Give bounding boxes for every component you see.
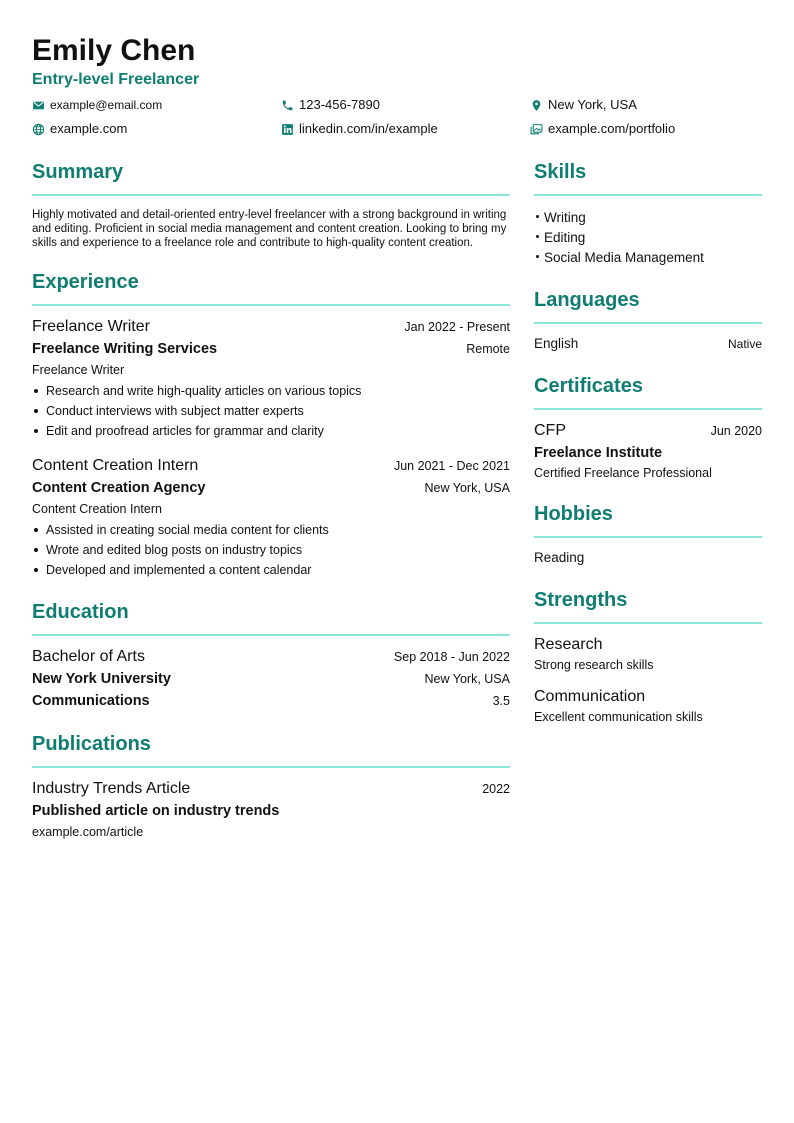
- contact-linkedin[interactable]: [281, 120, 530, 138]
- contact-portfolio[interactable]: [530, 120, 762, 138]
- language-entry: [534, 334, 762, 354]
- list-item: [534, 248, 762, 268]
- strengths-section: [534, 588, 762, 726]
- contact-location-text: New York, USA: [548, 97, 637, 112]
- bullet-dot: [34, 528, 38, 532]
- experience-position: Freelance Writer: [32, 318, 150, 335]
- education-heading: Education: [32, 600, 510, 636]
- candidate-name: Emily Chen: [32, 34, 196, 67]
- language-name: English: [534, 336, 579, 351]
- bullet-dot: [34, 429, 38, 433]
- education-field: Communications: [32, 693, 150, 709]
- experience-bullets: [32, 520, 510, 580]
- contact-phone[interactable]: [281, 96, 530, 114]
- contact-website[interactable]: [32, 120, 281, 138]
- experience-location: New York, USA: [424, 481, 510, 495]
- experience-entry: [32, 316, 510, 441]
- experience-position: Content Creation Intern: [32, 457, 199, 474]
- list-item: [534, 208, 762, 228]
- contact-website-text: example.com: [50, 121, 128, 136]
- resume-body: [32, 160, 762, 861]
- education-gpa: 3.5: [492, 694, 510, 708]
- education-entry: [32, 646, 510, 712]
- list-item: [32, 540, 510, 560]
- education-location: New York, USA: [424, 672, 510, 686]
- strength-name: Research: [534, 636, 603, 653]
- experience-dates: Jan 2022 - Present: [404, 320, 510, 334]
- publication-url[interactable]: example.com/article: [32, 825, 144, 839]
- language-level: Native: [727, 337, 762, 351]
- education-section: [32, 600, 510, 712]
- skill-name: Editing: [544, 230, 586, 245]
- globe-icon: [32, 123, 45, 136]
- hobby-item: Reading: [534, 550, 585, 565]
- list-item: [32, 381, 510, 401]
- bullet-dot: [536, 215, 539, 218]
- hobbies-section: [534, 502, 762, 568]
- certificate-description: Certified Freelance Professional: [534, 466, 712, 480]
- publication-entry: [32, 778, 510, 841]
- bullet-text: Research and write high-quality articles on various topics: [46, 384, 362, 398]
- strength-entry: [534, 686, 762, 726]
- skills-heading: Skills: [534, 160, 762, 196]
- skills-list: [534, 208, 762, 268]
- candidate-headline: Entry-level Freelancer: [32, 71, 200, 88]
- languages-section: [534, 288, 762, 354]
- summary-text: Highly motivated and detail-oriented entry-level freelancer with a strong background in writing and editing. Proficient in social media management and content creation. Looking to bring my skills and experience to a freelance role and contribute to high-quality content creation.: [32, 209, 507, 249]
- experience-entry: [32, 455, 510, 580]
- education-degree: Bachelor of Arts: [32, 648, 145, 665]
- summary-section: [32, 160, 510, 250]
- contact-location: [530, 96, 762, 114]
- publications-heading: Publications: [32, 732, 510, 768]
- education-dates: Sep 2018 - Jun 2022: [393, 650, 510, 664]
- contact-email-text: example@email.com: [50, 98, 163, 112]
- location-pin-icon: [530, 99, 543, 112]
- experience-role: Freelance Writer: [32, 363, 125, 377]
- publications-section: [32, 732, 510, 841]
- bullet-dot: [34, 548, 38, 552]
- bullet-text: Conduct interviews with subject matter experts: [46, 404, 304, 418]
- list-item: [32, 560, 510, 580]
- bullet-dot: [34, 568, 38, 572]
- certificate-entry: [534, 420, 762, 482]
- experience-bullets: [32, 381, 510, 441]
- skill-name: Social Media Management: [544, 250, 704, 265]
- experience-dates: Jun 2021 - Dec 2021: [393, 459, 510, 473]
- main-column: [32, 160, 510, 861]
- bullet-text: Wrote and edited blog posts on industry topics: [46, 543, 303, 557]
- skills-section: [534, 160, 762, 268]
- list-item: [32, 421, 510, 441]
- publication-name: Industry Trends Article: [32, 780, 191, 797]
- experience-heading: Experience: [32, 270, 510, 306]
- list-item: [32, 401, 510, 421]
- publication-year: 2022: [482, 782, 510, 796]
- publication-description: Published article on industry trends: [32, 803, 280, 819]
- experience-role: Content Creation Intern: [32, 502, 162, 516]
- bullet-text: Edit and proofread articles for grammar and clarity: [46, 424, 324, 438]
- summary-heading: Summary: [32, 160, 510, 196]
- linkedin-icon: [281, 123, 294, 136]
- contact-email[interactable]: [32, 96, 281, 114]
- certificates-heading: Certificates: [534, 374, 762, 410]
- education-school: New York University: [32, 671, 171, 687]
- experience-location: Remote: [466, 342, 510, 356]
- bullet-text: Developed and implemented a content calendar: [46, 563, 312, 577]
- certificate-date: Jun 2020: [710, 424, 762, 438]
- strength-entry: [534, 634, 762, 674]
- strength-name: Communication: [534, 688, 646, 705]
- strength-description: Excellent communication skills: [534, 710, 703, 724]
- certificates-section: [534, 374, 762, 482]
- contact-info: [32, 96, 762, 138]
- experience-section: [32, 270, 510, 580]
- experience-company: Content Creation Agency: [32, 480, 206, 496]
- portfolio-icon: [530, 123, 543, 136]
- languages-heading: Languages: [534, 288, 762, 324]
- certificate-issuer: Freelance Institute: [534, 445, 663, 461]
- skill-name: Writing: [544, 210, 586, 225]
- experience-company: Freelance Writing Services: [32, 341, 218, 357]
- contact-portfolio-text: example.com/portfolio: [548, 121, 676, 136]
- phone-icon: [281, 99, 294, 112]
- bullet-dot: [536, 235, 539, 238]
- side-column: [534, 160, 762, 861]
- strength-description: Strong research skills: [534, 658, 654, 672]
- certificate-name: CFP: [534, 422, 566, 439]
- bullet-dot: [34, 389, 38, 393]
- contact-phone-text: 123-456-7890: [299, 97, 380, 112]
- resume-header: [32, 34, 762, 138]
- list-item: [534, 228, 762, 248]
- bullet-text: Assisted in creating social media content for clients: [46, 523, 329, 537]
- bullet-dot: [34, 409, 38, 413]
- email-icon: [32, 99, 45, 112]
- bullet-dot: [536, 255, 539, 258]
- hobbies-heading: Hobbies: [534, 502, 762, 538]
- contact-linkedin-text: linkedin.com/in/example: [299, 121, 438, 136]
- list-item: [32, 520, 510, 540]
- strengths-heading: Strengths: [534, 588, 762, 624]
